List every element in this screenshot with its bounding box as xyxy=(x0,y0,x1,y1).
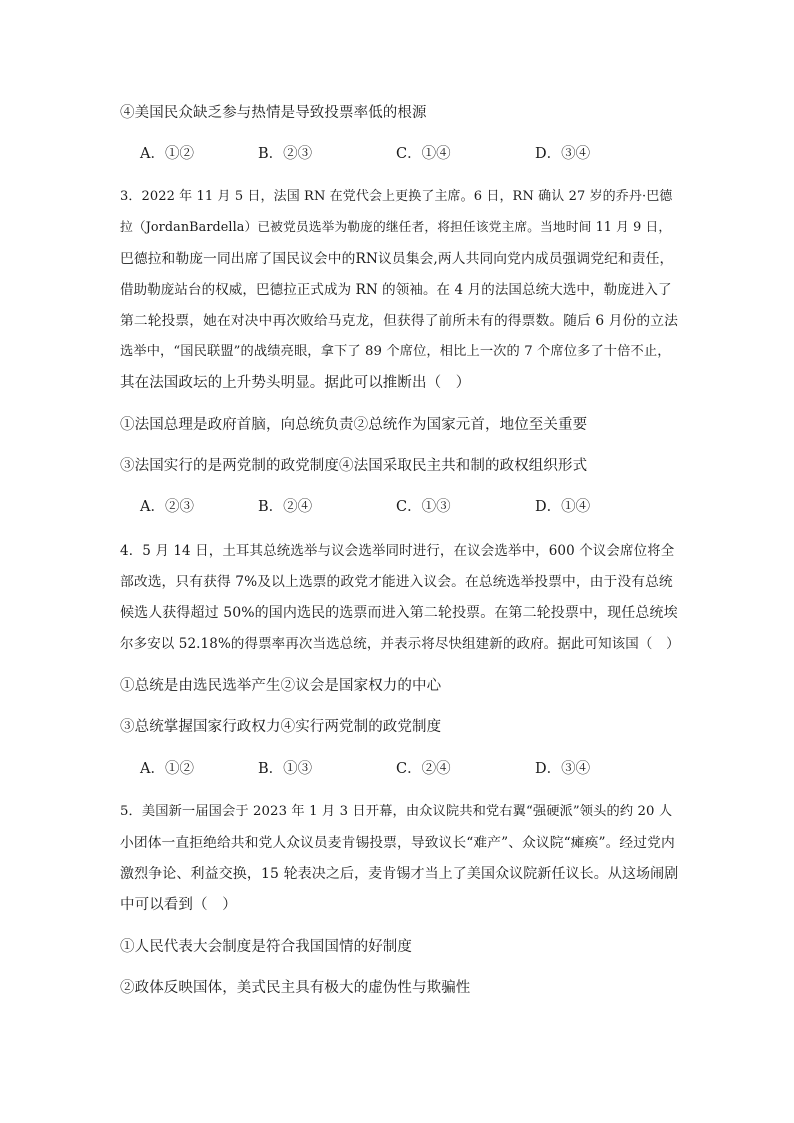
q3-line-5: 第二轮投票，她在对决中再次败给马克龙，但获得了前所未有的得票数。随后 6 月份的立法 xyxy=(120,313,678,329)
q3-line-6: 选举中，“国民联盟”的战绩亮眼，拿下了 89 个席位，相比上一次的 7 个席位多了十倍不止， xyxy=(120,344,671,359)
q3-line-1: 3．2022 年 11 月 5 日，法国 RN 在党代会上更换了主席。6 日，RN 确认 27 岁的乔丹·巴德 xyxy=(120,189,673,204)
q4-options xyxy=(140,759,660,779)
q3-statement-3-4: ③法国实行的是两党制的政党制度④法国采取民主共和制的政权组织形式 xyxy=(120,458,588,474)
q5-statement-1: ①人民代表大会制度是符合我国国情的好制度 xyxy=(120,939,412,955)
q2-options xyxy=(140,144,660,164)
q4-line-3: 候选人获得超过 50%的国内选民的选票而进入第二轮投票。在第二轮投票中，现任总统埃 xyxy=(120,605,678,621)
q3-option-a: A．②③ xyxy=(140,499,194,515)
q3-options xyxy=(140,497,660,517)
q3-line-2: 拉（JordanBardella）已被党员选举为勒庞的继任者，将担任该党主席。当地时间 11 月 9 日， xyxy=(120,220,672,235)
q4-statement-1-2: ①总统是由选民选举产生②议会是国家权力的中心 xyxy=(120,678,442,694)
q4-line-4: 尔多安以 52.18%的得票率再次当选总统，并表示将尽快组建新的政府。据此可知该国（ ） xyxy=(120,636,680,652)
q3-option-d: D．①④ xyxy=(535,499,591,515)
q3-option-c: C．①③ xyxy=(396,499,451,515)
q4-line-2: 部改选，只有获得 7%及以上选票的政党才能进入议会。在总统选举投票中，由于没有总统 xyxy=(120,574,673,590)
q5-line-1: 5．美国新一届国会于 2023 年 1 月 3 日开幕，由众议院共和党右翼“强硬派”领头的约 20 人 xyxy=(120,804,673,819)
q3-line-4: 借助勒庞站台的权威，巴德拉正式成为 RN 的领袖。在 4 月的法国总统大选中，勒庞进入了 xyxy=(120,282,672,298)
q5-statement-2: ②政体反映国体，美式民主具有极大的虚伪性与欺骗性 xyxy=(120,980,471,996)
q3-line-3: 巴德拉和勒庞一同出席了国民议会中的RN议员集会,两人共同向党内成员强调党纪和责任， xyxy=(120,251,674,267)
q4-option-a: A．①② xyxy=(140,761,194,777)
q3-statement-1-2: ①法国总理是政府首脑，向总统负责②总统作为国家元首，地位至关重要 xyxy=(120,417,588,433)
q5-line-4: 中可以看到（ ） xyxy=(120,897,237,913)
q4-option-c: C．②④ xyxy=(396,761,451,777)
q2-option-d: D．③④ xyxy=(535,146,591,162)
q2-option-c: C．①④ xyxy=(396,146,451,162)
q4-statement-3-4: ③总统掌握国家行政权力④实行两党制的政党制度 xyxy=(120,719,442,735)
q5-line-3: 激烈争论、利益交换，15 轮表决之后，麦肯锡才当上了美国众议院新任议长。从这场闹剧 xyxy=(120,866,679,882)
q3-option-b: B．②④ xyxy=(258,499,313,515)
q4-option-d: D．③④ xyxy=(535,761,591,777)
q3-line-7: 其在法国政坛的上升势头明显。据此可以推断出（ ） xyxy=(120,375,471,391)
q5-line-2: 小团体一直拒绝给共和党人众议员麦肯锡投票，导致议长“难产”、众议院“瘫痪”。经过党内 xyxy=(120,835,675,851)
q2-option-b: B．②③ xyxy=(258,146,313,162)
q2-statement-4: ④美国民众缺乏参与热情是导致投票率低的根源 xyxy=(120,105,427,121)
q4-option-b: B．①③ xyxy=(258,761,313,777)
q2-option-a: A．①② xyxy=(140,146,194,162)
q4-line-1: 4．5 月 14 日，土耳其总统选举与议会选举同时进行，在议会选举中，600 个议会席位将全 xyxy=(120,543,675,559)
